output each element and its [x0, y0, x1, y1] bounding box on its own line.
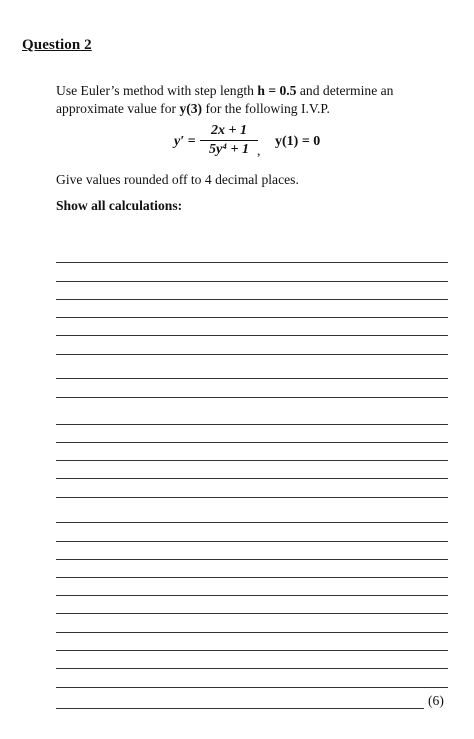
answer-line[interactable]	[56, 497, 448, 498]
answer-line[interactable]	[56, 378, 448, 379]
answer-line[interactable]	[56, 424, 448, 425]
answer-line[interactable]	[56, 299, 448, 300]
instruction-part-3: for the following I.V.P.	[202, 101, 330, 116]
answer-line[interactable]	[56, 541, 448, 542]
answer-line[interactable]	[56, 442, 448, 443]
target-value: y(3)	[179, 101, 203, 116]
answer-line[interactable]	[56, 335, 448, 336]
marks-label: (6)	[428, 693, 444, 708]
answer-line[interactable]	[56, 650, 448, 651]
question-title: Question 2	[22, 37, 92, 53]
answer-line[interactable]	[56, 478, 448, 479]
answer-line[interactable]	[56, 613, 448, 614]
answer-line[interactable]	[56, 281, 448, 282]
answer-line[interactable]	[56, 354, 448, 355]
instruction-part-2: and determine an approximate value for	[56, 83, 394, 116]
answer-line[interactable]	[56, 397, 448, 398]
answer-line[interactable]	[56, 559, 448, 560]
answer-line[interactable]	[56, 595, 448, 596]
step-length: h = 0.5	[257, 83, 297, 98]
formula-denominator: 5y⁴ + 1	[208, 142, 250, 157]
answer-line[interactable]	[56, 632, 448, 633]
answer-line[interactable]	[56, 687, 448, 688]
answer-line[interactable]	[56, 460, 448, 461]
answer-line[interactable]	[56, 577, 448, 578]
answer-line[interactable]	[56, 317, 448, 318]
answer-line[interactable]	[56, 262, 448, 263]
instruction-part-1: Use Euler’s method with step length	[56, 83, 258, 98]
rounding-note: Give values rounded off to 4 decimal places.	[56, 172, 299, 187]
answer-line[interactable]	[56, 668, 448, 669]
final-answer-line[interactable]	[56, 708, 424, 709]
answer-lines	[56, 0, 448, 739]
formula-numerator: 2x + 1	[211, 123, 247, 138]
answer-line[interactable]	[56, 522, 448, 523]
formula-comma: ,	[257, 144, 261, 159]
show-calculations-note: Show all calculations:	[56, 198, 183, 213]
initial-condition: y(1) = 0	[275, 134, 321, 149]
formula-lhs: y′ =	[174, 134, 196, 149]
